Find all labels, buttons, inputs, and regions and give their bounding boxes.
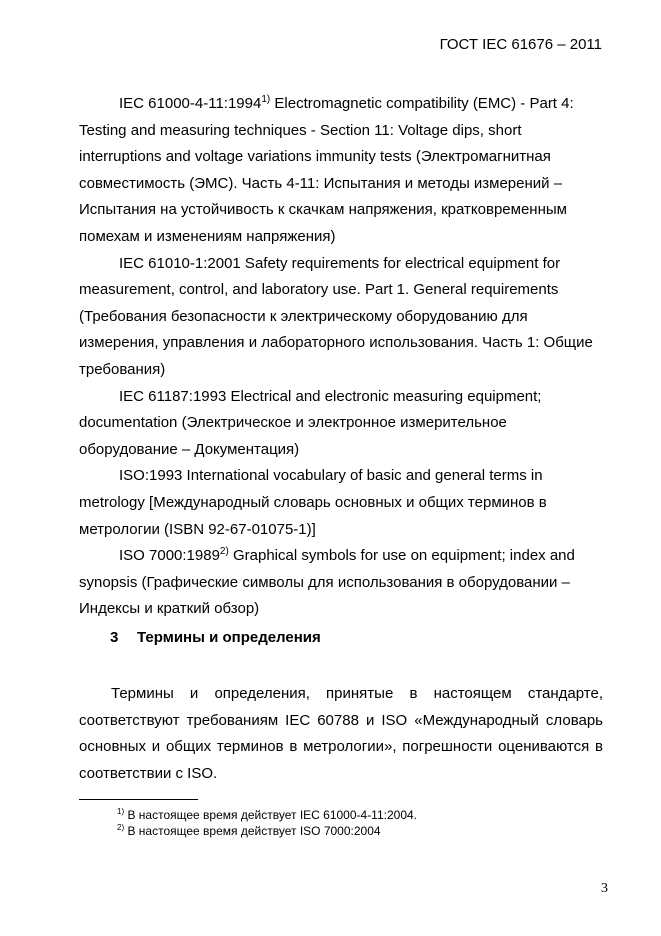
reference-item [79, 463, 603, 543]
reference-code: ISO 7000:1989 [119, 547, 220, 565]
reference-text: Safety requirements for electrical equipment for measurement, control, and laboratory use. Part 1. General requirements (Требования безопасности к электрическому оборудованию для измерения, управления и лабораторного использования. Часть 1: Общие требования) [79, 254, 593, 378]
footnote-separator [79, 799, 198, 800]
reference-text: Electromagnetic compatibility (EMC) - Part 4: Testing and measuring techniques - Section 11: Voltage dips, short interruptions and voltage variations immunity tests (Электромагнитная совместимость (ЭМС). Часть 4-11: Испытания и методы измерений – Испытания на устойчивость к скачкам напряжения, кратковременным помехам и изменениям напряжения) [79, 95, 574, 245]
footnote-mark: 1) [261, 94, 271, 105]
footnote-mark: 1) [117, 807, 125, 816]
page-number: 3 [601, 881, 608, 896]
footnotes [117, 807, 417, 839]
reference-text: Electrical and electronic measuring equipment; documentation (Электрическое и электронное измерительное оборудование – Документация) [79, 387, 542, 458]
reference-code: ISO:1993 [119, 467, 183, 485]
footnote-text: В настоящее время действует ISO 7000:2004 [124, 824, 381, 838]
footnote-mark: 2) [117, 823, 125, 832]
reference-item [79, 251, 603, 384]
reference-code: IEC 61000-4-11:1994 [119, 95, 262, 112]
reference-item [79, 384, 603, 464]
running-header: ГОСТ IEC 61676 – 2011 [439, 36, 602, 53]
footnote-item [117, 823, 417, 839]
section-paragraph: Термины и определения, принятые в настоящем стандарте, соответствуют требованиям IEC 60788 и ISO «Международный словарь основных и общих терминов в метрологии», погрешности оцениваются в соответствии с ISO. [79, 685, 603, 782]
footnote-mark: 2) [219, 546, 229, 558]
reference-code: IEC 61187:1993 [119, 387, 227, 405]
footnote-text: В настоящее время действует IEC 61000-4-11:2004. [124, 808, 418, 822]
section-title: Термины и определения [137, 629, 321, 646]
normative-references [79, 91, 603, 623]
reference-item [79, 91, 603, 251]
reference-text: International vocabulary of basic and general terms in metrology [Международный словарь основных и общих терминов в метрологии (ISBN 92-67-01075-1)] [79, 467, 547, 538]
reference-item [79, 543, 603, 623]
section-number: 3 [110, 629, 119, 646]
footnote-item [117, 807, 417, 823]
reference-text: Graphical symbols for use on equipment; index and synopsis (Графические символы для использования в оборудовании – Индексы и краткий обзор) [79, 547, 575, 618]
section-heading [110, 629, 321, 646]
reference-code: IEC 61010-1:2001 [119, 254, 241, 272]
